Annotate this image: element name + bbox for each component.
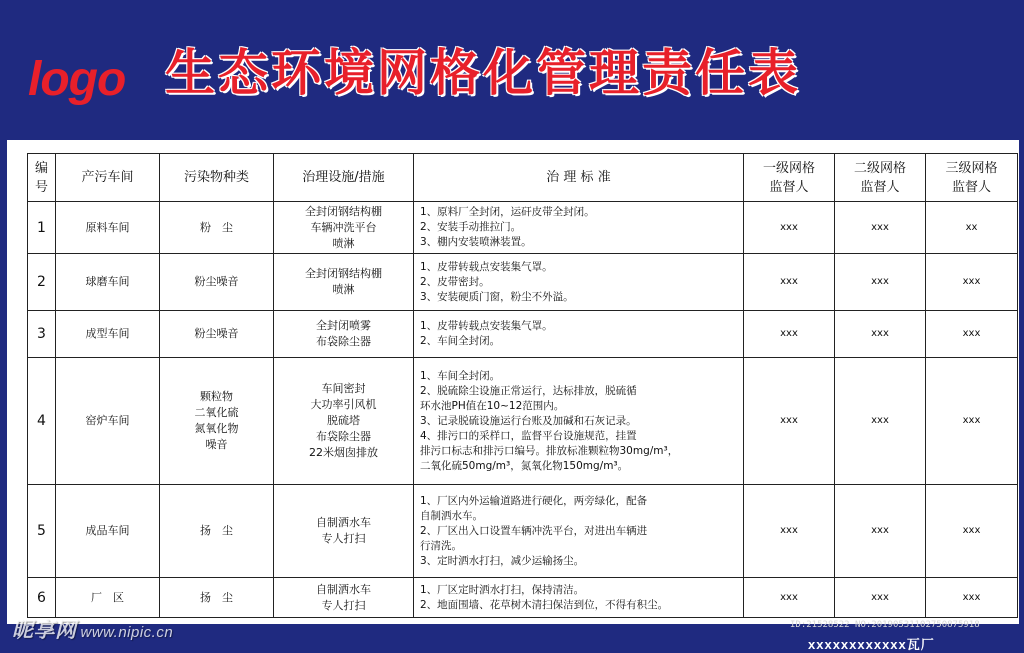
cell-facility [274, 358, 414, 485]
table-sheet [7, 140, 1019, 624]
cell-pollutant-line: 扬 尘 [200, 524, 233, 537]
cell-standard-line: 2、皮带密封。 [420, 275, 490, 288]
cell-standard-line: 2、车间全封闭。 [420, 335, 501, 347]
cell-standard-line: 2、安装手动推拉门。 [420, 221, 522, 233]
watermark-url: www.nipic.cn [80, 624, 174, 641]
cell-facility-line: 大功率引风机 [310, 398, 377, 411]
cell-facility-line: 布袋除尘器 [316, 430, 371, 443]
cell-standard-line: 3、记录脱硫设施运行台账及加碱和石灰记录。 [420, 414, 637, 427]
cell-standard-line: 二氧化硫50mg/m³，氮氧化物150mg/m³。 [420, 459, 629, 472]
header-facility: 治理设施/措施 [274, 154, 414, 202]
cell-workshop: 原料车间 [56, 202, 160, 254]
cell-supervisor-1: xxx [744, 358, 835, 485]
cell-workshop: 窑炉车间 [56, 358, 160, 485]
cell-supervisor-2: xxx [835, 254, 926, 311]
cell-supervisor-3: xxx [926, 311, 1018, 358]
logo: logo [28, 53, 126, 106]
row-number: 2 [28, 254, 56, 311]
cell-pollutant-line: 粉尘噪音 [194, 275, 239, 288]
cell-pollutant-line: 噪音 [205, 438, 228, 451]
cell-standard-line: 排污口标志和排污口编号。排放标准颗粒物30mg/m³， [420, 444, 679, 457]
cell-supervisor-1: xxx [744, 311, 835, 358]
cell-facility-line: 喷淋 [332, 283, 355, 296]
cell-supervisor-3: xxx [926, 578, 1018, 618]
cell-standard [414, 202, 744, 254]
row-number: 6 [28, 578, 56, 618]
header-supervisor-1: 一级网格 监督人 [744, 154, 835, 202]
table-row [28, 311, 1018, 358]
header-pollutant: 污染物种类 [160, 154, 274, 202]
watermark-id: ID:21528522 NO:20190531102750875918 [790, 620, 980, 630]
cell-facility-line: 车辆冲洗平台 [310, 220, 377, 234]
cell-supervisor-3: xxx [926, 358, 1018, 485]
cell-supervisor-2: xxx [835, 358, 926, 485]
cell-pollutant [160, 254, 274, 311]
cell-supervisor-1: xxx [744, 485, 835, 578]
cell-supervisor-3: xxx [926, 254, 1018, 311]
cell-facility [274, 485, 414, 578]
cell-supervisor-3: xxx [926, 485, 1018, 578]
row-number: 4 [28, 358, 56, 485]
cell-supervisor-2: xxx [835, 578, 926, 618]
cell-standard-line: 1、车间全封闭。 [420, 369, 501, 382]
cell-facility-line: 自制洒水车 [316, 582, 371, 596]
cell-standard-line: 2、地面围墙、花草树木清扫保洁到位，不得有积尘。 [420, 598, 669, 611]
cell-standard-line: 1、原料厂全封闭，运矸皮带全封闭。 [420, 206, 595, 218]
cell-workshop: 成型车间 [56, 311, 160, 358]
cell-pollutant [160, 202, 274, 254]
cell-standard-line: 1、皮带转载点安装集气罩。 [420, 260, 553, 273]
row-number: 5 [28, 485, 56, 578]
header-workshop: 产污车间 [56, 154, 160, 202]
cell-standard [414, 254, 744, 311]
cell-workshop: 成品车间 [56, 485, 160, 578]
cell-pollutant [160, 358, 274, 485]
cell-standard-line: 2、厂区出入口设置车辆冲洗平台，对进出车辆进 [420, 524, 648, 537]
cell-supervisor-2: xxx [835, 311, 926, 358]
cell-supervisor-3: xx [926, 202, 1018, 254]
cell-pollutant [160, 311, 274, 358]
header-supervisor-3: 三级网格 监督人 [926, 154, 1018, 202]
table-header-row [28, 154, 1018, 202]
cell-facility [274, 311, 414, 358]
cell-standard [414, 578, 744, 618]
cell-pollutant [160, 485, 274, 578]
cell-pollutant-line: 粉尘噪音 [194, 327, 239, 340]
cell-supervisor-1: xxx [744, 202, 835, 254]
cell-standard-line: 行清洗。 [420, 539, 462, 552]
cell-standard [414, 485, 744, 578]
footer-strip-text: xxxxxxxxxxxx瓦厂 [808, 637, 935, 652]
cell-facility [274, 254, 414, 311]
cell-pollutant-line: 扬 尘 [200, 590, 233, 604]
cell-standard [414, 311, 744, 358]
cell-standard-line: 4、排污口的采样口，监督平台设施规范，挂置 [420, 429, 637, 442]
cell-standard-line: 3、棚内安装喷淋装置。 [420, 236, 532, 248]
cell-standard-line: 3、定时洒水打扫，减少运输扬尘。 [420, 554, 585, 567]
cell-facility-line: 脱硫塔 [327, 414, 360, 427]
watermark-brand [12, 614, 173, 644]
cell-pollutant-line: 粉 尘 [200, 220, 233, 234]
page-title: 生态环境网格化管理责任表 [165, 44, 801, 102]
cell-supervisor-2: xxx [835, 202, 926, 254]
cell-facility-line: 22米烟囱排放 [309, 446, 378, 459]
header-supervisor-2: 二级网格 监督人 [835, 154, 926, 202]
cell-supervisor-1: xxx [744, 578, 835, 618]
header-banner [0, 0, 1024, 140]
cell-workshop: 球磨车间 [56, 254, 160, 311]
cell-facility-line: 专人打扫 [321, 532, 366, 545]
cell-facility-line: 布袋除尘器 [316, 335, 371, 348]
cell-standard-line: 环水池PH值在10~12范围内。 [420, 399, 565, 412]
header-num: 编 号 [28, 154, 56, 202]
table-row [28, 485, 1018, 578]
cell-facility-line: 专人打扫 [321, 598, 366, 612]
cell-standard [414, 358, 744, 485]
cell-standard-line: 1、皮带转载点安装集气罩。 [420, 320, 553, 332]
table-row [28, 254, 1018, 311]
table-row [28, 202, 1018, 254]
cell-pollutant-line: 氮氧化物 [194, 422, 239, 435]
table-row [28, 358, 1018, 485]
cell-standard-line: 3、安装硬质门窗，粉尘不外溢。 [420, 290, 574, 303]
cell-facility-line: 自制洒水车 [316, 516, 371, 529]
cell-standard-line: 自制洒水车。 [420, 509, 483, 522]
cell-standard-line: 2、脱硫除尘设施正常运行，达标排放，脱硫循 [420, 384, 637, 397]
responsibility-table [27, 153, 1018, 618]
cell-facility-line: 全封闭喷雾 [316, 319, 371, 332]
row-number: 1 [28, 202, 56, 254]
cell-facility-line: 喷淋 [332, 236, 355, 250]
cell-supervisor-2: xxx [835, 485, 926, 578]
watermark-brand-name: 昵享网 [12, 619, 77, 642]
cell-standard-line: 1、厂区内外运输道路进行硬化，两旁绿化，配备 [420, 494, 648, 507]
cell-pollutant-line: 颗粒物 [200, 390, 233, 403]
cell-standard-line: 1、厂区定时洒水打扫，保持清洁。 [420, 583, 585, 596]
header-standard: 治 理 标 准 [414, 154, 744, 202]
cell-facility [274, 202, 414, 254]
cell-facility-line: 车间密封 [321, 382, 366, 395]
cell-facility [274, 578, 414, 618]
cell-facility-line: 全封闭钢结构棚 [305, 267, 382, 280]
table-row [28, 578, 1018, 618]
cell-workshop: 厂 区 [56, 578, 160, 618]
cell-pollutant [160, 578, 274, 618]
row-number: 3 [28, 311, 56, 358]
cell-supervisor-1: xxx [744, 254, 835, 311]
cell-facility-line: 全封闭钢结构棚 [305, 204, 382, 218]
cell-pollutant-line: 二氧化硫 [194, 406, 239, 419]
